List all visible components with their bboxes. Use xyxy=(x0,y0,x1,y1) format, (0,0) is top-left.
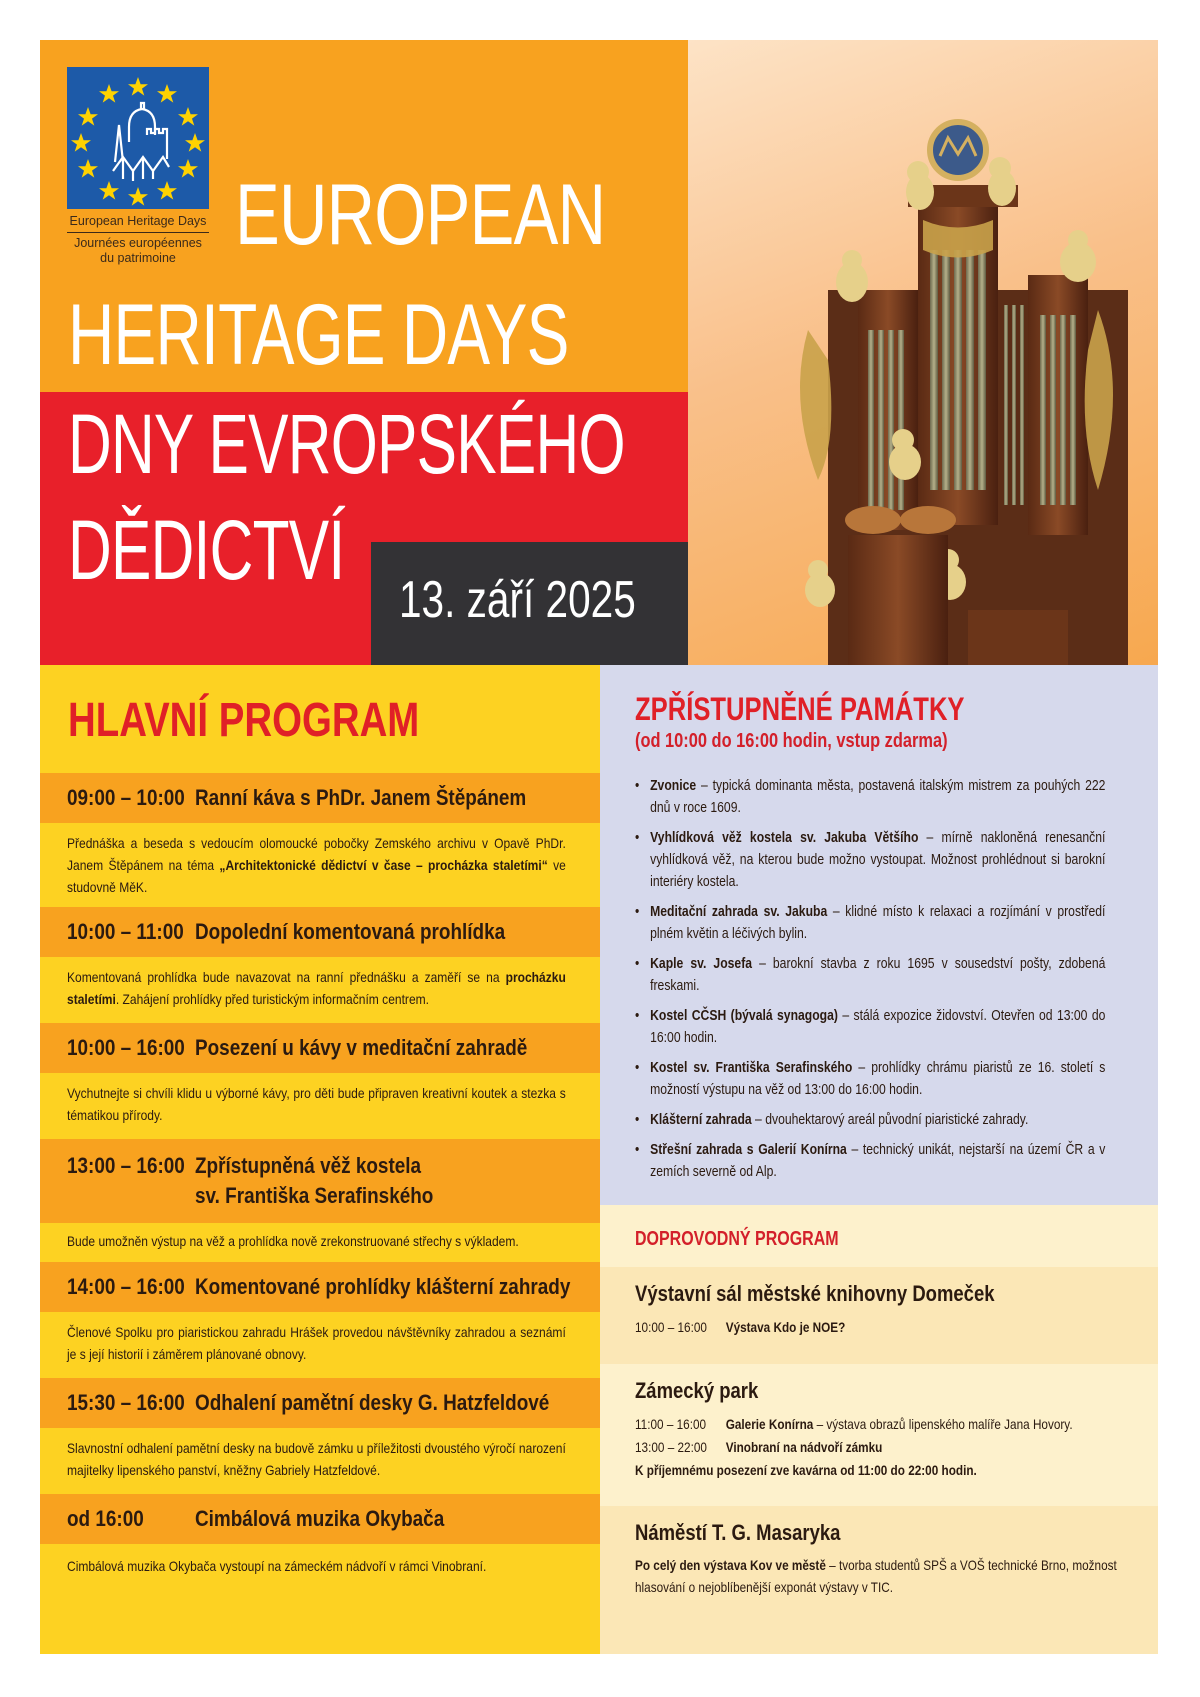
baroque-organ-photo xyxy=(688,40,1158,665)
event-title: Ranní káva s PhDr. Janem Štěpánem xyxy=(195,785,527,810)
venue-line xyxy=(635,1414,1073,1434)
side-program-section xyxy=(600,1205,1158,1654)
header-title-block xyxy=(40,40,688,665)
event-header xyxy=(40,1262,600,1312)
venue-time: 10:00 – 16:00 xyxy=(635,1319,707,1335)
logo-text-fr-2: du patrimoine xyxy=(100,251,176,265)
event-header xyxy=(40,1139,600,1223)
monument-name: Meditační zahrada sv. Jakuba xyxy=(650,904,828,920)
venue-name: Výstavní sál městské knihovny Domeček xyxy=(635,1281,995,1306)
event-time: 15:30 – 16:00 xyxy=(67,1390,185,1415)
title-heritage-days: HERITAGE DAYS xyxy=(68,287,569,383)
venue-event-desc: – tvorba studentů SPŠ a VOŠ technické Brno, možnost hlasování o nejoblíbenější exponát výstavy v TIC. xyxy=(635,1557,1117,1595)
monument-desc: – technický unikát, nejstarší na území ČR a v zemích severně od Alp. xyxy=(650,1142,1106,1180)
event-description xyxy=(67,1555,566,1577)
event-title: Odhalení pamětní desky G. Hatzfeldové xyxy=(195,1390,550,1415)
logo-text-en: European Heritage Days xyxy=(67,214,209,233)
event-desc-text: Komentovaná prohlídka bude navazovat na ranní přednášku a zaměří se na xyxy=(67,969,506,985)
event-desc-text: . Zahájení prohlídky před turistickým informačním centrem. xyxy=(115,991,430,1007)
monument-name: Vyhlídková věž kostela sv. Jakuba Většího xyxy=(650,830,919,846)
venue-event: Výstava Kdo je NOE? xyxy=(725,1319,846,1335)
event-time: 13:00 – 16:00 xyxy=(67,1153,185,1178)
venue-name: Zámecký park xyxy=(635,1378,759,1403)
european-heritage-days-logo-icon xyxy=(67,67,209,209)
venue-time: 13:00 – 22:00 xyxy=(635,1439,707,1455)
event-time: od 16:00 xyxy=(67,1506,144,1531)
monument-name: Kostel sv. Františka Serafinského xyxy=(650,1060,853,1076)
monuments-list xyxy=(635,775,1105,1191)
monument-name: Zvonice xyxy=(650,778,697,794)
event-date: 13. září 2025 xyxy=(399,571,636,629)
main-program-title: HLAVNÍ PROGRAM xyxy=(68,694,420,747)
monument-name: Klášterní zahrada xyxy=(650,1112,752,1128)
logo-caption xyxy=(67,214,209,266)
event-title: Dopolední komentovaná prohlídka xyxy=(195,919,506,944)
monument-desc: – mírně nakloněná renesanční vyhlídková věž, na kterou bude možno vystoupat. Možnost prohlédnout si barokní interiéry kostela. xyxy=(650,830,1106,890)
event-desc-text: Členové Spolku pro piaristickou zahradu Hrášek provedou návštěvníky zahradou a seznámí je s její historií i záměrem plánované obnovy. xyxy=(67,1324,566,1362)
event-desc-text: Cimbálová muzika Okybača vystoupí na zámeckém nádvoří v rámci Vinobraní. xyxy=(67,1558,487,1574)
venue-event-desc: – výstava obrazů lipenského malíře Jana Hovory. xyxy=(813,1416,1073,1432)
monument-item xyxy=(635,1109,1105,1131)
event-description xyxy=(67,1230,566,1252)
main-program-section xyxy=(40,665,600,1654)
event-date-box xyxy=(371,542,688,665)
monument-desc: – stálá expozice židovství. Otevřen od 13:00 do 16:00 hodin. xyxy=(650,1008,1106,1046)
venue-event: Vinobraní na nádvoří zámku xyxy=(725,1439,883,1455)
event-time: 14:00 – 16:00 xyxy=(67,1274,185,1299)
event-time: 09:00 – 10:00 xyxy=(67,785,185,810)
monument-item xyxy=(635,827,1105,893)
monument-item xyxy=(635,1005,1105,1049)
venue-block xyxy=(600,1267,1158,1364)
event-desc-bold: procházku staletími xyxy=(67,969,566,1007)
monuments-title: ZPŘÍSTUPNĚNÉ PAMÁTKY xyxy=(635,691,965,727)
monument-desc: – typická dominanta města, postavená italským mistrem za pouhých 222 dnů v roce 1609. xyxy=(650,778,1106,816)
organ-illustration-icon xyxy=(768,100,1128,665)
event-title-line2: sv. Františka Serafinského xyxy=(195,1183,434,1208)
event-description xyxy=(67,832,566,898)
monument-item xyxy=(635,1057,1105,1101)
title-dedictvi: DĚDICTVÍ xyxy=(68,503,345,597)
monument-desc: – klidné místo k relaxaci a rozjímání v prostředí plném květin a léčivých bylin. xyxy=(650,904,1106,942)
poster xyxy=(40,40,1158,1654)
event-title: Cimbálová muzika Okybača xyxy=(195,1506,445,1531)
event-title: Komentované prohlídky klášterní zahrady xyxy=(195,1274,571,1299)
event-header xyxy=(40,907,600,957)
venue-note xyxy=(635,1460,977,1480)
event-desc-bold: „Architektonické dědictví v čase – procházka staletími“ xyxy=(219,857,548,873)
title-dny-evropskeho: DNY EVROPSKÉHO xyxy=(68,397,625,491)
event-description xyxy=(67,1437,566,1481)
event-desc-text: Vychutnejte si chvíli klidu u výborné kávy, pro děti bude připraven kreativní koutek a stezka s tématikou přírody. xyxy=(67,1085,566,1123)
monument-item xyxy=(635,775,1105,819)
event-description xyxy=(67,1082,566,1126)
monuments-section xyxy=(600,665,1158,1205)
event-description xyxy=(67,966,566,1010)
monument-item xyxy=(635,1139,1105,1183)
venue-event: Po celý den výstava Kov ve městě xyxy=(635,1557,826,1573)
ehd-logo xyxy=(67,67,209,266)
czech-title-band xyxy=(40,392,688,665)
monument-item xyxy=(635,901,1105,945)
event-header xyxy=(40,773,600,823)
monument-name: Kostel CČSH (bývalá synagoga) xyxy=(650,1008,838,1024)
monuments-subtitle: (od 10:00 do 16:00 hodin, vstup zdarma) xyxy=(635,730,948,752)
venue-block xyxy=(600,1506,1158,1654)
venue-paragraph xyxy=(635,1554,1118,1598)
event-header xyxy=(40,1494,600,1544)
logo-text-fr-1: Journées européennes xyxy=(74,236,202,250)
venue-note-text: K příjemnému posezení zve kavárna od 11:00 do 22:00 hodin. xyxy=(635,1462,977,1478)
monument-desc: – prohlídky chrámu piaristů ze 16. století s možností výstupu na věž od 13:00 do 16:00 hodin. xyxy=(650,1060,1106,1098)
event-header xyxy=(40,1023,600,1073)
event-title: Zpřístupněná věž kostela xyxy=(195,1153,422,1178)
event-desc-text: ve studovně MěK. xyxy=(67,857,566,895)
monument-item xyxy=(635,953,1105,997)
event-header xyxy=(40,1378,600,1428)
title-european: EUROPEAN xyxy=(235,167,606,263)
side-program-title: DOPROVODNÝ PROGRAM xyxy=(635,1228,839,1250)
event-description xyxy=(67,1321,566,1365)
venue-name: Náměstí T. G. Masaryka xyxy=(635,1520,841,1545)
venue-line xyxy=(635,1437,882,1457)
venue-event: Galerie Konírna xyxy=(725,1416,814,1432)
venue-time: 11:00 – 16:00 xyxy=(635,1416,707,1432)
event-desc-text: Bude umožněn výstup na věž a prohlídka nově zrekonstruované střechy s výkladem. xyxy=(67,1233,519,1249)
venue-line xyxy=(635,1317,845,1337)
event-time: 10:00 – 11:00 xyxy=(67,919,184,944)
venue-block xyxy=(600,1364,1158,1506)
monument-desc: – dvouhektarový areál původní piaristické zahrady. xyxy=(751,1112,1029,1128)
monument-name: Kaple sv. Josefa xyxy=(650,956,753,972)
event-desc-text: Slavnostní odhalení pamětní desky na budově zámku u příležitosti dvoustého výročí narození majitelky lipenského panství, kněžny Gabriely Hatzfeldové. xyxy=(67,1440,566,1478)
event-title: Posezení u kávy v meditační zahradě xyxy=(195,1035,528,1060)
event-time: 10:00 – 16:00 xyxy=(67,1035,185,1060)
event-desc-text: Přednáška a beseda s vedoucím olomoucké pobočky Zemského archivu v Opavě PhDr. Janem Štěpánem na téma xyxy=(67,835,566,873)
monument-desc: – barokní stavba z roku 1695 v sousedství pošty, zdobená freskami. xyxy=(650,956,1106,994)
monument-name: Střešní zahrada s Galerií Konírna xyxy=(650,1142,847,1158)
